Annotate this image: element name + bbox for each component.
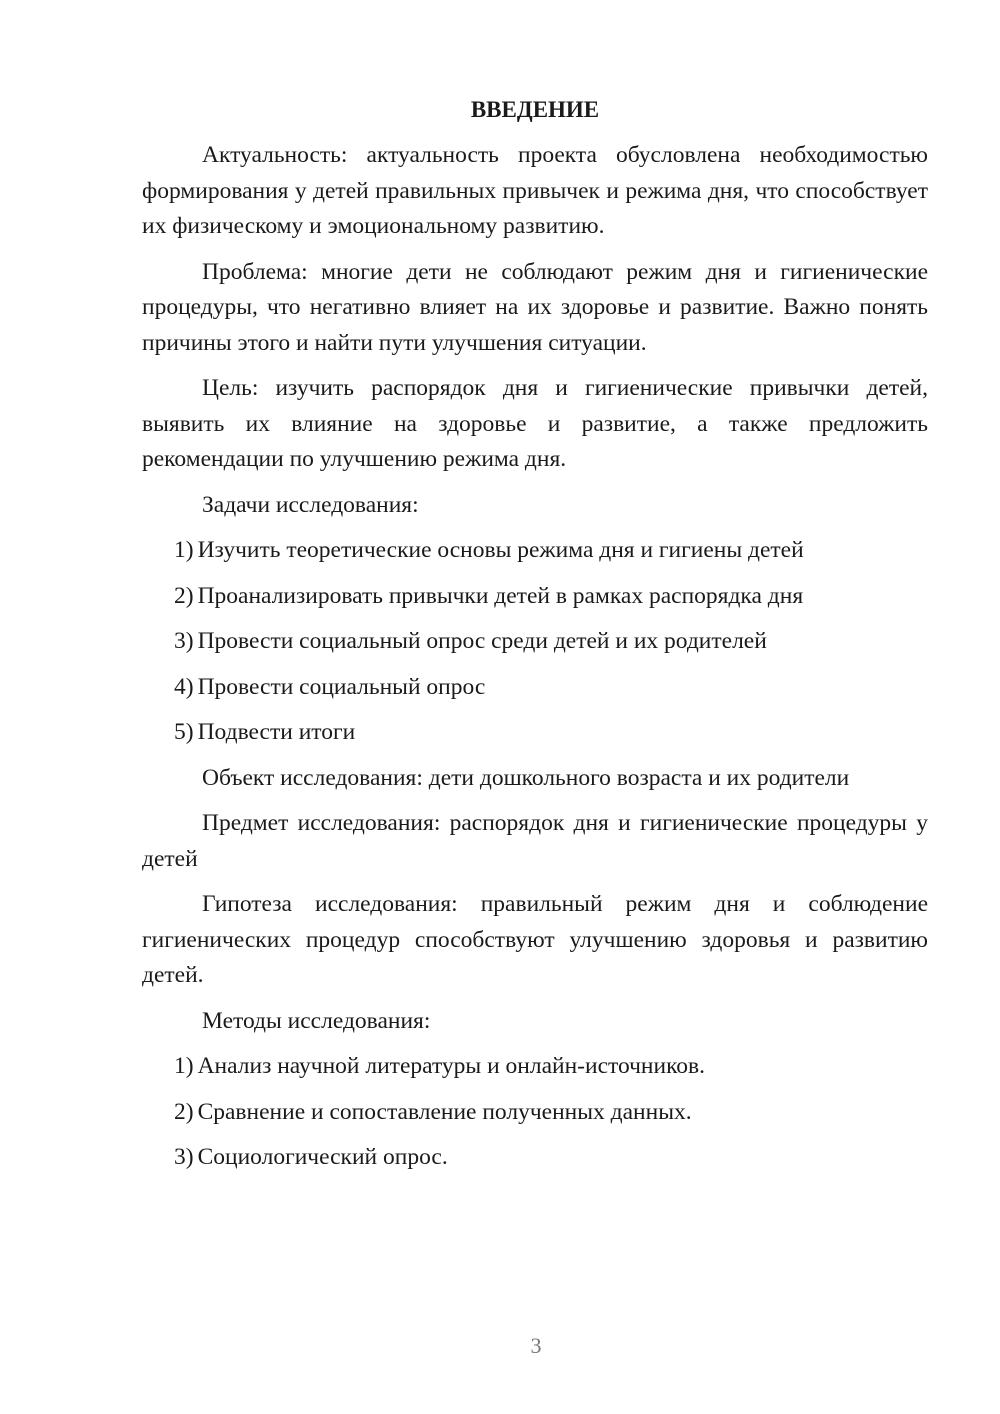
list-item [142, 579, 928, 615]
subject-paragraph: Предмет исследования: распорядок дня и гигиенические процедуры у детей [142, 810, 928, 872]
object-paragraph: Объект исследования: дети дошкольного возраста и их родители [202, 764, 850, 791]
tasks-list [142, 533, 928, 751]
list-item [142, 1140, 928, 1176]
list-item-number: 3) [174, 1144, 194, 1170]
list-item-text: Подвести итоги [197, 719, 356, 745]
problem-paragraph: Проблема: многие дети не соблюдают режим дня и гигиенические процедуры, что негативно влияет на их здоровье и развитие. Важно понять причины этого и найти пути улучшения ситуации. [142, 258, 928, 356]
list-item [142, 715, 928, 751]
hypothesis-paragraph: Гипотеза исследования: правильный режим дня и соблюдение гигиенических процедур способствуют улучшению здоровья и развитию детей. [142, 891, 928, 988]
section-title: ВВЕДЕНИЕ [470, 97, 600, 122]
list-item-number: 2) [174, 1098, 194, 1125]
list-item-text: Анализ научной литературы и онлайн-источников. [197, 1053, 706, 1079]
list-item-text: Социологический опрос. [197, 1144, 448, 1170]
tasks-heading: Задачи исследования: [202, 491, 419, 518]
document-page [142, 92, 928, 1186]
methods-heading: Методы исследования: [202, 1007, 431, 1034]
list-item-text: Провести социальный опрос [197, 673, 486, 700]
list-item-number: 1) [174, 1053, 194, 1079]
list-item-text: Изучить теоретические основы режима дня и гигиены детей [197, 537, 804, 563]
list-item-number: 1) [174, 537, 194, 563]
list-item-text: Проанализировать привычки детей в рамках распорядка дня [197, 582, 804, 609]
list-item [142, 533, 928, 569]
methods-list [142, 1049, 928, 1176]
list-item-number: 5) [174, 719, 194, 745]
list-item-text: Провести социальный опрос среди детей и их родителей [197, 628, 767, 654]
goal-paragraph: Цель: изучить распорядок дня и гигиенические привычки детей, выявить их влияние на здоровье и развитие, а также предложить рекомендации по улучшению режима дня. [142, 375, 928, 472]
list-item [142, 1049, 928, 1085]
list-item [142, 624, 928, 660]
list-item-text: Сравнение и сопоставление полученных данных. [197, 1098, 692, 1125]
relevance-paragraph: Актуальность: актуальность проекта обусловлена необходимостью формирования у детей правильных привычек и режима дня, что способствует их физическому и эмоциональному развитию. [142, 142, 928, 239]
list-item [142, 1095, 928, 1131]
list-item-number: 4) [174, 673, 194, 700]
list-item-number: 3) [174, 628, 194, 654]
list-item-number: 2) [174, 582, 194, 609]
page-number: 3 [530, 1333, 542, 1358]
list-item [142, 670, 928, 706]
